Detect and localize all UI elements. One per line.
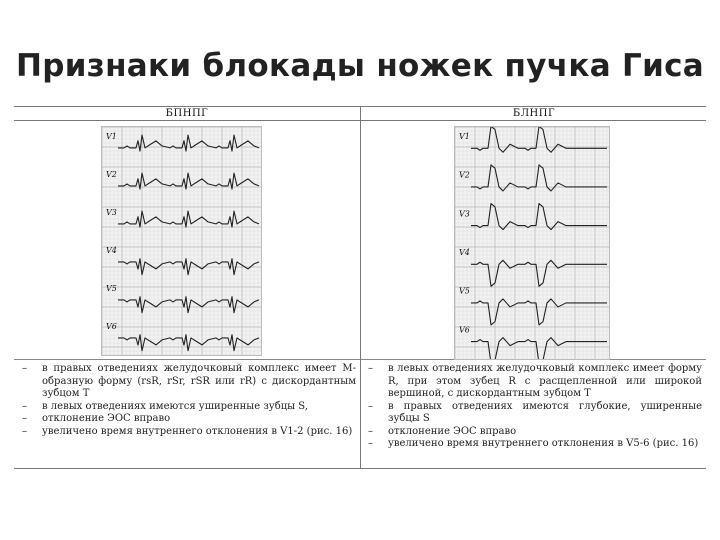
ecg-lead-label: V6 bbox=[106, 322, 117, 331]
criteria-item bbox=[20, 413, 356, 426]
ecg-lead-label: V4 bbox=[106, 246, 117, 255]
bullet-dash: – bbox=[368, 363, 373, 374]
criteria-text: отклонение ЭОС вправо bbox=[388, 425, 517, 437]
criteria-item bbox=[20, 363, 356, 401]
ecg-lead-label: V1 bbox=[106, 132, 117, 141]
bullet-dash: – bbox=[22, 425, 27, 437]
column-header-lbbb: БЛНПГ bbox=[512, 108, 556, 119]
criteria-text: увеличено время внутреннего отклонения в V1-2 (рис. 16) bbox=[42, 425, 353, 437]
ecg-lead-label: V6 bbox=[459, 325, 470, 335]
criteria-list-lbbb bbox=[366, 363, 702, 451]
criteria-text: увеличено время внутреннего отклонения в V5-6 (рис. 16) bbox=[388, 438, 699, 449]
criteria-item bbox=[366, 401, 702, 426]
ecg-lead-label: V2 bbox=[459, 170, 470, 180]
bullet-dash: – bbox=[368, 438, 373, 449]
criteria-item bbox=[366, 438, 702, 451]
criteria-list-rbbb bbox=[20, 363, 356, 438]
bullet-dash: – bbox=[22, 413, 27, 424]
column-header-rbbb: БПНПГ bbox=[165, 108, 209, 119]
slide-title: Признаки блокады ножек пучка Гиса bbox=[16, 48, 704, 84]
criteria-text: в левых отведениях имеются уширенные зубцы S, bbox=[42, 400, 308, 412]
criteria-item bbox=[366, 426, 702, 439]
ecg-lead-label: V3 bbox=[106, 208, 117, 217]
ecg-lead-label: V5 bbox=[459, 286, 470, 296]
table-column-divider bbox=[360, 106, 361, 469]
criteria-item bbox=[20, 401, 356, 414]
comparison-table bbox=[14, 106, 706, 470]
ecg-strip-rbbb bbox=[101, 126, 262, 356]
ecg-lead-label: V5 bbox=[106, 284, 117, 293]
ecg-lead-label: V2 bbox=[106, 170, 117, 179]
ecg-lead-label: V1 bbox=[459, 132, 470, 141]
criteria-item bbox=[366, 363, 702, 401]
criteria-item bbox=[20, 426, 356, 439]
bullet-dash: – bbox=[368, 425, 373, 437]
ecg-lead-label: V3 bbox=[459, 209, 470, 219]
criteria-text: в правых отведениях имеются глубокие, уширенные зубцы S bbox=[388, 400, 702, 424]
criteria-text: в левых отведениях желудочковый комплекс имеет форму R, при этом зубец R с расщепленной или широкой вершиной, с дискордантным зубцом Т bbox=[388, 363, 702, 399]
ecg-strip-lbbb bbox=[454, 126, 610, 360]
criteria-text: в правых отведениях желудочковый комплекс имеет М-образную форму (rsR, rSr, rSR или rR) с дискордантным зубцом Т bbox=[42, 363, 356, 399]
bullet-dash: – bbox=[22, 400, 27, 412]
bullet-dash: – bbox=[368, 400, 373, 412]
ecg-lead-label: V4 bbox=[459, 248, 470, 257]
criteria-text: отклонение ЭОС вправо bbox=[42, 413, 171, 424]
bullet-dash: – bbox=[22, 363, 27, 374]
